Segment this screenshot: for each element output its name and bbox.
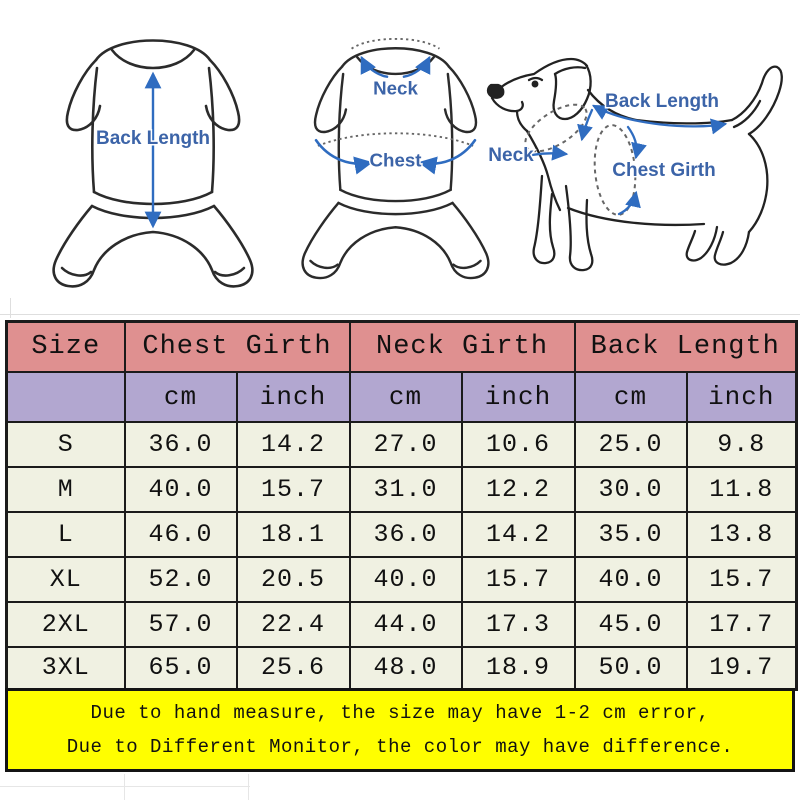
value-cell: 13.8 [687,512,797,557]
units-empty-cell [7,372,125,422]
value-cell: 52.0 [125,557,237,602]
value-cell: 14.2 [237,422,350,467]
value-cell: 18.1 [237,512,350,557]
size-table [5,320,798,691]
value-cell: 44.0 [350,602,462,647]
disclaimer-banner [5,688,795,772]
chest-girth-header: Chest Girth [125,322,350,372]
table-row-s [7,422,797,467]
value-cell: 40.0 [350,557,462,602]
neck-girth-header: Neck Girth [350,322,575,372]
disclaimer-line-1: Due to hand measure, the size may have 1-2 cm error, [90,702,710,725]
size-column-header: Size [7,322,125,372]
value-cell: 31.0 [350,467,462,512]
dog-measurement-diagram [478,28,800,296]
units-row [7,372,797,422]
table-row-l [7,512,797,557]
dog-nose [488,85,503,98]
unit-header: cm [575,372,687,422]
value-cell: 25.0 [575,422,687,467]
size-cell: XL [7,557,125,602]
value-cell: 11.8 [687,467,797,512]
value-cell: 12.2 [462,467,575,512]
value-cell: 22.4 [237,602,350,647]
value-cell: 10.6 [462,422,575,467]
neck-label: Neck [373,77,418,99]
chest-girth-label: Chest Girth [612,160,716,181]
table-header-row [7,322,797,372]
unit-header: inch [687,372,797,422]
neck-arrow-right [404,58,429,77]
back-length-annotation [96,74,210,226]
chest-arrow-right [421,140,475,163]
value-cell: 15.7 [237,467,350,512]
value-cell: 30.0 [575,467,687,512]
neck-arrow [532,153,566,155]
back-length-label: Back Length [604,91,720,112]
value-cell: 36.0 [350,512,462,557]
value-cell: 45.0 [575,602,687,647]
table-row-xl [7,557,797,602]
unit-header: cm [125,372,237,422]
value-cell: 19.7 [687,647,797,690]
gridline [10,298,11,318]
value-cell: 15.7 [462,557,575,602]
unit-header: inch [237,372,350,422]
value-cell: 9.8 [687,422,797,467]
unit-header: cm [350,372,462,422]
table-row-2xl [7,602,797,647]
value-cell: 40.0 [125,467,237,512]
value-cell: 14.2 [462,512,575,557]
size-cell: L [7,512,125,557]
value-cell: 27.0 [350,422,462,467]
size-cell: M [7,467,125,512]
disclaimer-line-2: Due to Different Monitor, the color may have difference. [66,735,734,758]
value-cell: 17.7 [687,602,797,647]
table-row-m [7,467,797,512]
neck-label: Neck [488,145,534,166]
value-cell: 46.0 [125,512,237,557]
size-cell: 2XL [7,602,125,647]
back-length-label: Back Length [95,128,211,149]
neck-arrow-left [362,58,387,77]
chest-label: Chest [369,149,422,171]
back-length-header: Back Length [575,322,797,372]
gridline [0,786,250,787]
value-cell: 36.0 [125,422,237,467]
value-cell: 25.6 [237,647,350,690]
value-cell: 50.0 [575,647,687,690]
value-cell: 65.0 [125,647,237,690]
value-cell: 48.0 [350,647,462,690]
size-cell: 3XL [7,647,125,690]
gridline [124,774,125,800]
value-cell: 18.9 [462,647,575,690]
dog-eye [533,82,538,87]
table-row-3xl [7,647,797,690]
gridline [248,774,249,800]
value-cell: 17.3 [462,602,575,647]
garment-front-view-diagram [288,14,503,304]
value-cell: 15.7 [687,557,797,602]
size-cell: S [7,422,125,467]
value-cell: 35.0 [575,512,687,557]
garment-back-view-diagram [38,14,268,304]
value-cell: 40.0 [575,557,687,602]
value-cell: 57.0 [125,602,237,647]
gridline [0,314,800,315]
value-cell: 20.5 [237,557,350,602]
dog-ear [554,65,591,119]
unit-header: inch [462,372,575,422]
